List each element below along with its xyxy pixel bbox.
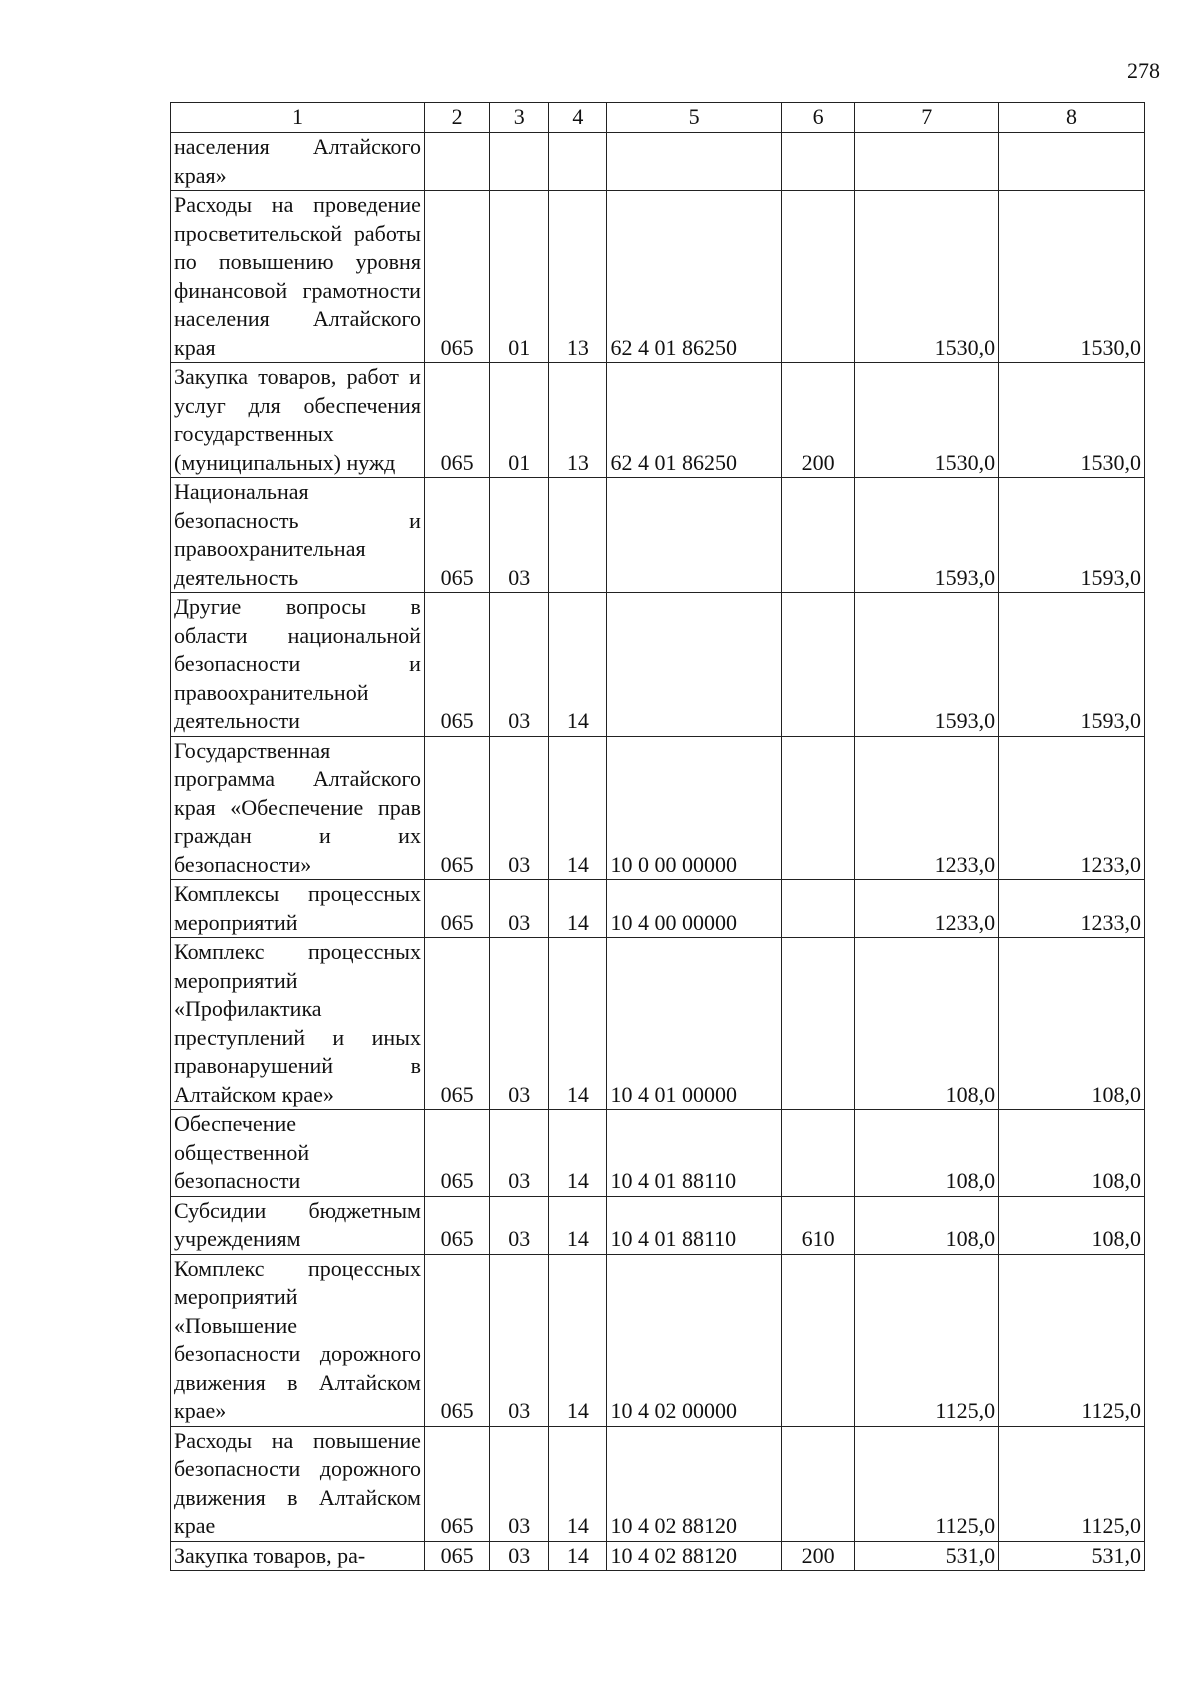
cell-subsection: 13 — [549, 363, 607, 478]
row-description: Комплексы процессных мероприятий — [171, 880, 425, 938]
cell-target-article — [607, 133, 781, 191]
cell-expense-type — [781, 191, 854, 363]
cell-expense-type — [781, 1110, 854, 1197]
cell-expense-type — [781, 478, 854, 593]
table-row — [171, 191, 1145, 363]
cell-ministry-code: 065 — [424, 1196, 489, 1254]
cell-amount-year1: 108,0 — [855, 1110, 999, 1197]
cell-expense-type: 200 — [781, 1541, 854, 1571]
table-row — [171, 593, 1145, 737]
table-row — [171, 478, 1145, 593]
row-description: Государственная программа Алтайского края «Обеспечение прав граждан и их безопасности» — [171, 736, 425, 880]
cell-target-article: 10 4 01 88110 — [607, 1110, 781, 1197]
cell-ministry-code: 065 — [424, 478, 489, 593]
cell-subsection: 13 — [549, 191, 607, 363]
cell-subsection: 14 — [549, 880, 607, 938]
cell-subsection: 14 — [549, 938, 607, 1110]
table-body — [171, 133, 1145, 1571]
row-description: населения Алтайского края» — [171, 133, 425, 191]
cell-ministry-code: 065 — [424, 1110, 489, 1197]
cell-subsection: 14 — [549, 1426, 607, 1541]
row-description: Субсидии бюджетным учреждениям — [171, 1196, 425, 1254]
table-row — [171, 880, 1145, 938]
cell-target-article — [607, 593, 781, 737]
cell-section: 03 — [490, 1254, 549, 1426]
table-row — [171, 1426, 1145, 1541]
cell-amount-year1: 108,0 — [855, 1196, 999, 1254]
cell-expense-type — [781, 938, 854, 1110]
column-header: 8 — [999, 103, 1145, 133]
cell-amount-year2: 1233,0 — [999, 736, 1145, 880]
column-header: 1 — [171, 103, 425, 133]
column-header: 5 — [607, 103, 781, 133]
budget-table — [170, 102, 1145, 1571]
row-description: Национальная безопасность и правоохранительная деятельность — [171, 478, 425, 593]
cell-amount-year1: 531,0 — [855, 1541, 999, 1571]
cell-section: 03 — [490, 478, 549, 593]
cell-amount-year1: 1530,0 — [855, 191, 999, 363]
cell-target-article: 10 4 00 00000 — [607, 880, 781, 938]
cell-expense-type — [781, 880, 854, 938]
cell-ministry-code: 065 — [424, 880, 489, 938]
column-header: 2 — [424, 103, 489, 133]
cell-section — [490, 133, 549, 191]
cell-section: 03 — [490, 1196, 549, 1254]
cell-section: 03 — [490, 938, 549, 1110]
cell-expense-type — [781, 736, 854, 880]
column-header: 3 — [490, 103, 549, 133]
cell-expense-type — [781, 1426, 854, 1541]
cell-section: 03 — [490, 736, 549, 880]
cell-ministry-code: 065 — [424, 938, 489, 1110]
column-header: 4 — [549, 103, 607, 133]
cell-expense-type: 610 — [781, 1196, 854, 1254]
table-header-row — [171, 103, 1145, 133]
cell-subsection: 14 — [549, 1196, 607, 1254]
cell-amount-year2: 108,0 — [999, 1110, 1145, 1197]
table-row — [171, 1541, 1145, 1571]
cell-amount-year2: 1125,0 — [999, 1254, 1145, 1426]
cell-section: 03 — [490, 1426, 549, 1541]
table-row — [171, 736, 1145, 880]
row-description: Комплекс процессных мероприятий «Повышение безопасности дорожного движения в Алтайском крае» — [171, 1254, 425, 1426]
cell-target-article: 10 4 02 88120 — [607, 1541, 781, 1571]
cell-ministry-code: 065 — [424, 593, 489, 737]
cell-expense-type — [781, 593, 854, 737]
cell-target-article: 10 4 02 88120 — [607, 1426, 781, 1541]
cell-amount-year2: 108,0 — [999, 938, 1145, 1110]
cell-target-article — [607, 478, 781, 593]
cell-expense-type: 200 — [781, 363, 854, 478]
cell-section: 01 — [490, 191, 549, 363]
column-header: 6 — [781, 103, 854, 133]
cell-amount-year1: 1530,0 — [855, 363, 999, 478]
cell-section: 03 — [490, 1110, 549, 1197]
cell-amount-year2: 531,0 — [999, 1541, 1145, 1571]
cell-amount-year1: 1233,0 — [855, 736, 999, 880]
cell-subsection — [549, 133, 607, 191]
table-row — [171, 363, 1145, 478]
cell-target-article: 10 4 02 00000 — [607, 1254, 781, 1426]
row-description: Обеспечение общественной безопасности — [171, 1110, 425, 1197]
cell-amount-year2: 1530,0 — [999, 191, 1145, 363]
cell-ministry-code: 065 — [424, 736, 489, 880]
cell-subsection: 14 — [549, 593, 607, 737]
cell-expense-type — [781, 1254, 854, 1426]
cell-amount-year1: 108,0 — [855, 938, 999, 1110]
cell-subsection: 14 — [549, 736, 607, 880]
cell-target-article: 62 4 01 86250 — [607, 191, 781, 363]
row-description: Комплекс процессных мероприятий «Профилактика преступлений и иных правонарушений в Алтайском крае» — [171, 938, 425, 1110]
cell-section: 03 — [490, 880, 549, 938]
table-row — [171, 938, 1145, 1110]
row-description: Расходы на повышение безопасности дорожного движения в Алтайском крае — [171, 1426, 425, 1541]
cell-target-article: 10 4 01 00000 — [607, 938, 781, 1110]
table-row — [171, 1196, 1145, 1254]
cell-expense-type — [781, 133, 854, 191]
row-description: Расходы на проведение просветительской работы по повышению уровня финансовой грамотности населения Алтайского края — [171, 191, 425, 363]
cell-amount-year1 — [855, 133, 999, 191]
cell-ministry-code: 065 — [424, 1426, 489, 1541]
cell-amount-year2: 1530,0 — [999, 363, 1145, 478]
table-row — [171, 1110, 1145, 1197]
cell-amount-year1: 1233,0 — [855, 880, 999, 938]
cell-subsection — [549, 478, 607, 593]
row-description: Закупка товаров, ра- — [171, 1541, 425, 1571]
cell-ministry-code: 065 — [424, 363, 489, 478]
cell-section: 01 — [490, 363, 549, 478]
cell-target-article: 62 4 01 86250 — [607, 363, 781, 478]
cell-amount-year2: 108,0 — [999, 1196, 1145, 1254]
cell-subsection: 14 — [549, 1110, 607, 1197]
cell-ministry-code — [424, 133, 489, 191]
cell-section: 03 — [490, 1541, 549, 1571]
table-row — [171, 133, 1145, 191]
cell-ministry-code: 065 — [424, 1254, 489, 1426]
cell-amount-year2: 1125,0 — [999, 1426, 1145, 1541]
cell-ministry-code: 065 — [424, 1541, 489, 1571]
cell-target-article: 10 0 00 00000 — [607, 736, 781, 880]
cell-amount-year2: 1233,0 — [999, 880, 1145, 938]
row-description: Другие вопросы в области национальной безопасности и правоохранительной деятельности — [171, 593, 425, 737]
cell-amount-year1: 1125,0 — [855, 1254, 999, 1426]
cell-subsection: 14 — [549, 1254, 607, 1426]
page-number: 278 — [1127, 58, 1160, 83]
row-description: Закупка товаров, работ и услуг для обеспечения государственных (муниципальных) нужд — [171, 363, 425, 478]
cell-amount-year2: 1593,0 — [999, 593, 1145, 737]
cell-amount-year2 — [999, 133, 1145, 191]
cell-section: 03 — [490, 593, 549, 737]
cell-amount-year1: 1593,0 — [855, 478, 999, 593]
column-header: 7 — [855, 103, 999, 133]
table-row — [171, 1254, 1145, 1426]
cell-amount-year1: 1593,0 — [855, 593, 999, 737]
cell-ministry-code: 065 — [424, 191, 489, 363]
cell-target-article: 10 4 01 88110 — [607, 1196, 781, 1254]
cell-amount-year2: 1593,0 — [999, 478, 1145, 593]
cell-amount-year1: 1125,0 — [855, 1426, 999, 1541]
cell-subsection: 14 — [549, 1541, 607, 1571]
